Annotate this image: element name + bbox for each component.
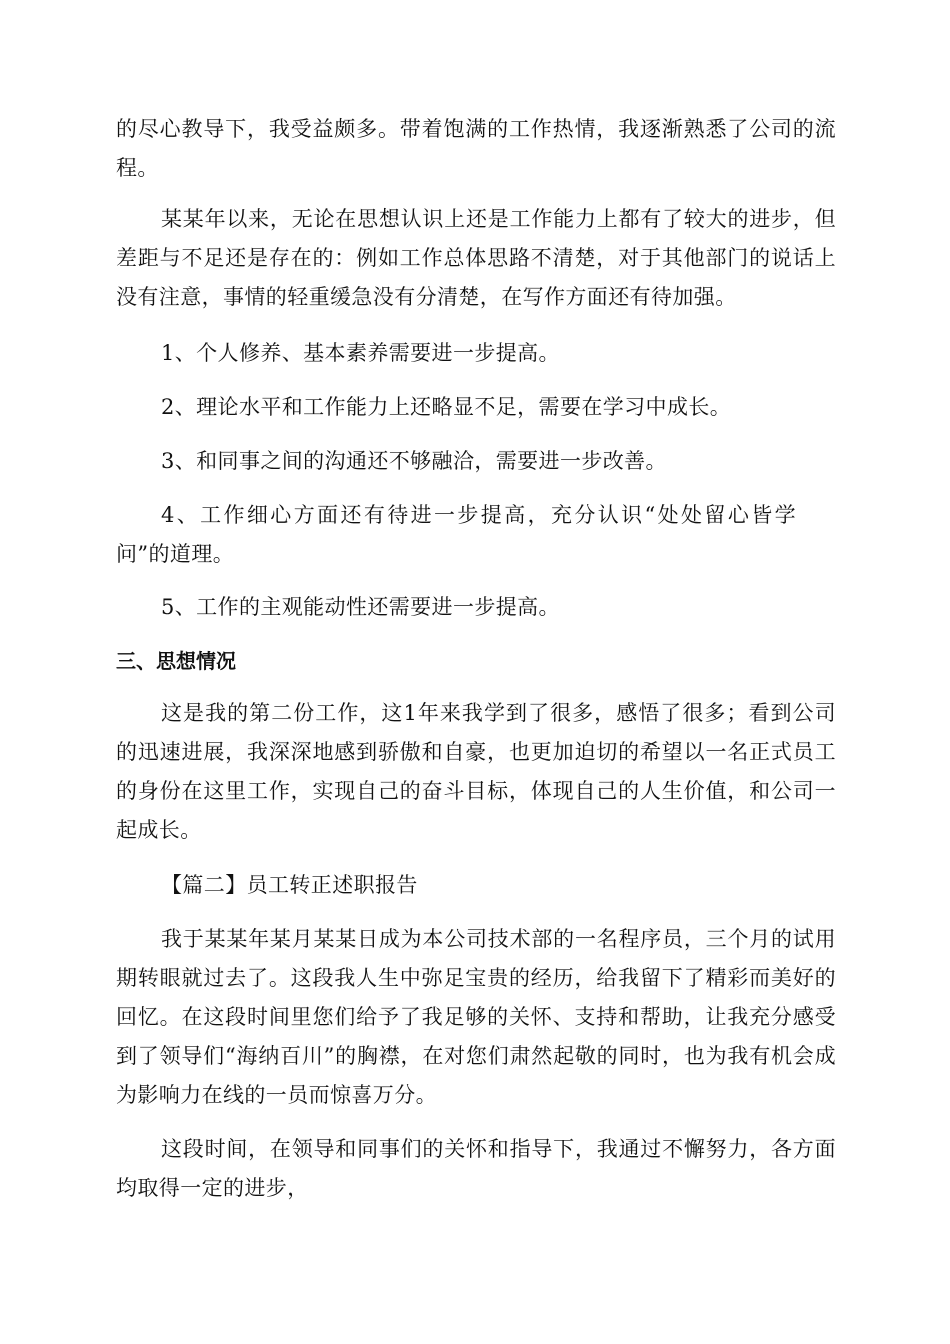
paragraph-thoughts: 这是我的第二份工作，这1年来我学到了很多，感悟了很多；看到公司的迅速进展，我深深地感到骄傲和自豪，也更加迫切的希望以一名正式员工的身份在这里工作，实现自己的奋斗目标，体现自己的人生价值，和公司一起成长。 xyxy=(116,701,836,842)
paragraph-progress: 某某年以来，无论在思想认识上还是工作能力上都有了较大的进步，但差距与不足还是存在的：例如工作总体思路不清楚，对于其他部门的说话上没有注意，事情的轻重缓急没有分清楚，在写作方面还有待加强。 xyxy=(116,207,836,309)
section-title-part2: 【篇二】员工转正述职报告 xyxy=(161,873,418,897)
paragraph-intro: 的尽心教导下，我受益颇多。带着饱满的工作热情，我逐渐熟悉了公司的流程。 xyxy=(116,117,836,180)
paragraph-probation: 我于某某年某月某某日成为本公司技术部的一名程序员，三个月的试用期转眼就过去了。这段我人生中弥足宝贵的经历，给我留下了精彩而美好的回忆。在这段时间里您们给予了我足够的关怀、支持和帮助，让我充分感受到了领导们“海纳百川”的胸襟，在对您们肃然起敬的同时，也为我有机会成为影响力在线的一员而惊喜万分。 xyxy=(116,927,836,1107)
list-item-2: 2、理论水平和工作能力上还略显不足，需要在学习中成长。 xyxy=(161,395,732,419)
paragraph-achievement: 这段时间，在领导和同事们的关怀和指导下，我通过不懈努力，各方面均取得一定的进步， xyxy=(116,1137,836,1200)
section-heading-thoughts: 三、思想情况 xyxy=(116,649,236,673)
list-item-5: 5、工作的主观能动性还需要进一步提高。 xyxy=(161,595,560,619)
list-item-1: 1、个人修养、基本素养需要进一步提高。 xyxy=(161,341,560,365)
list-item-3: 3、和同事之间的沟通还不够融洽，需要进一步改善。 xyxy=(161,449,667,473)
list-item-4: 4、工作细心方面还有待进一步提高，充分认识“处处留心皆学问”的道理。 xyxy=(116,503,796,566)
